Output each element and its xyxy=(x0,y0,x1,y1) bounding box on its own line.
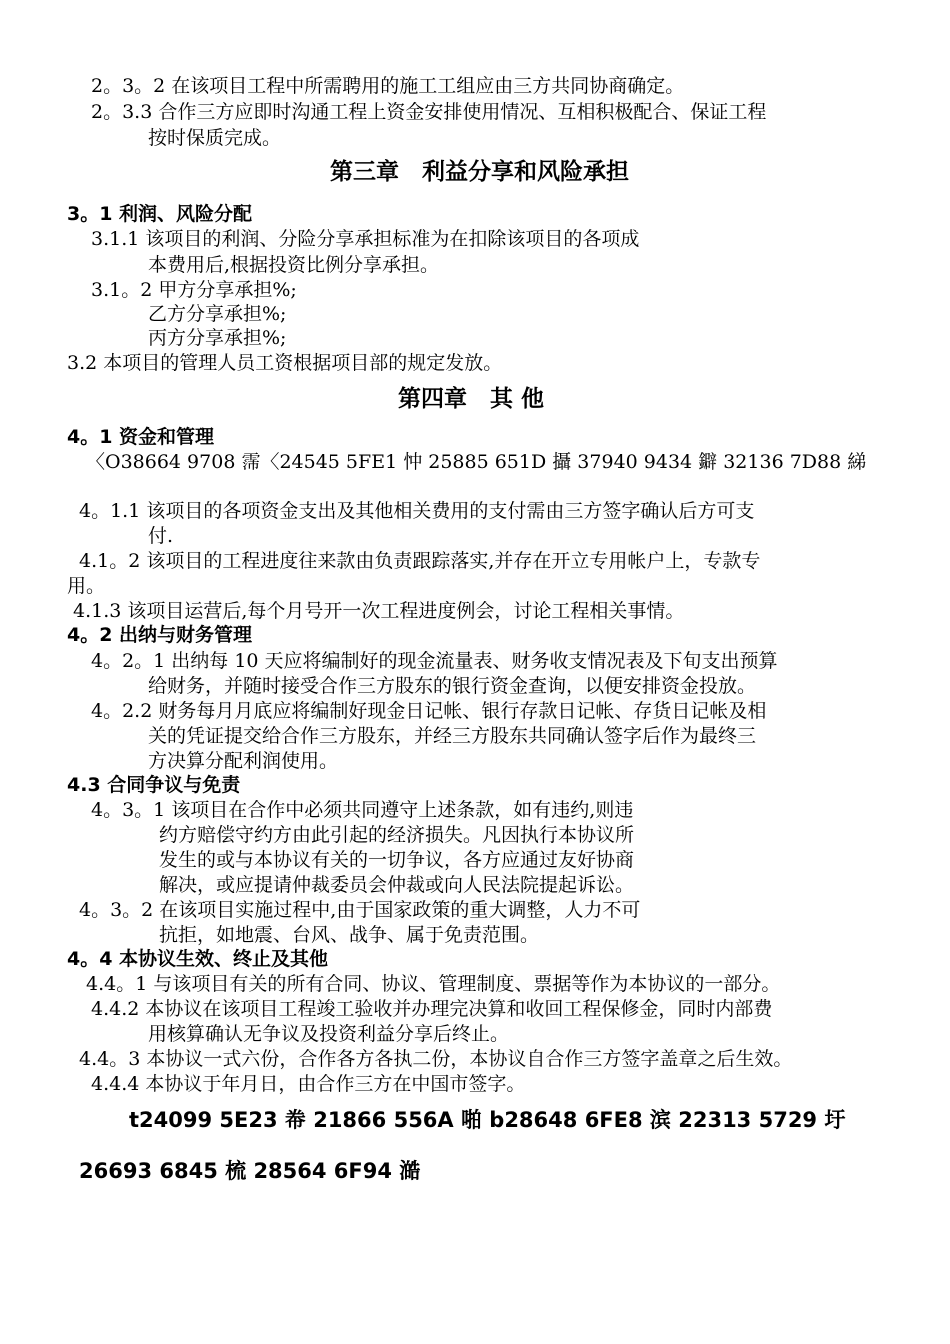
clause-3-2: 3.2 本项目的管理人员工资根据项目部的规定发放。 xyxy=(67,352,503,374)
clause-4-3-1-cont-1: 约方赔偿守约方由此引起的经济损失。凡因执行本协议所 xyxy=(159,824,635,846)
clause-4-3-2: 4。3。2 在该项目实施过程中,由于国家政策的重大调整，人力不可 xyxy=(79,899,641,921)
chapter-3-title: 第三章 利益分享和风险承担 xyxy=(330,159,629,185)
clause-4-4-3: 4.4。3 本协议一式六份，合作各方各执二份，本协议自合作三方签字盖章之后生效。 xyxy=(79,1048,793,1070)
clause-4-1-1-cont: 付. xyxy=(148,525,174,547)
clause-3-1-2-party-b: 乙方分享承担%; xyxy=(148,303,287,325)
clause-3-1-1-cont: 本费用后,根据投资比例分享承担。 xyxy=(148,254,440,276)
clause-4-4-4: 4.4.4 本协议于年月日，由合作三方在中国市签字。 xyxy=(91,1073,526,1095)
chapter-4-title: 第四章 其 他 xyxy=(398,386,545,412)
clause-4-2-2-cont-1: 关的凭证提交给合作三方股东，并经三方股东共同确认签字后作为最终三 xyxy=(148,725,757,747)
clause-4-2-2: 4。2.2 财务每月月底应将编制好现金日记帐、银行存款日记帐、存货日记帐及相 xyxy=(91,700,767,722)
garbled-code-line-3: 26693 6845 梳 28564 6F94 澔 xyxy=(79,1159,421,1183)
clause-4-3-2-cont: 抗拒，如地震、台风、战争、属于免责范围。 xyxy=(159,924,540,946)
clause-4-2-1-cont: 给财务，并随时接受合作三方股东的银行资金查询，以便安排资金投放。 xyxy=(148,675,757,697)
section-4-3-heading: 4.3 合同争议与免责 xyxy=(67,774,241,796)
clause-4-3-1-cont-3: 解决，或应提请仲裁委员会仲裁或向人民法院提起诉讼。 xyxy=(159,874,635,896)
clause-3-1-2-party-c: 丙方分享承担%; xyxy=(148,327,287,349)
garbled-code-line-1: 〈O38664 9708 霈〈24545 5FE1 忡 25885 651D 攝 37940 9434 鐴 32136 7D88 綈 xyxy=(86,451,867,473)
clause-4-4-2-cont: 用核算确认无争议及投资利益分享后终止。 xyxy=(148,1023,510,1045)
clause-4-4-1: 4.4。1 与该项目有关的所有合同、协议、管理制度、票据等作为本协议的一部分。 xyxy=(86,973,781,995)
clause-4-2-1: 4。2。1 出纳每 10 天应将编制好的现金流量表、财务收支情况表及下旬支出预算 xyxy=(91,650,778,672)
clause-4-1-1: 4。1.1 该项目的各项资金支出及其他相关费用的支付需由三方签字确认后方可支 xyxy=(79,500,755,522)
clause-3-1-1: 3.1.1 该项目的利润、分险分享承担标准为在扣除该项目的各项成 xyxy=(91,228,640,250)
clause-2-3-3: 2。3.3 合作三方应即时沟通工程上资金安排使用情况、互相积极配合、保证工程 xyxy=(91,101,767,123)
clause-4-1-2-cont: 用。 xyxy=(67,575,106,597)
section-3-1-heading: 3。1 利润、风险分配 xyxy=(67,203,253,225)
clause-2-3-3-cont: 按时保质完成。 xyxy=(148,127,282,149)
clause-2-3-2: 2。3。2 在该项目工程中所需聘用的施工工组应由三方共同协商确定。 xyxy=(91,75,685,97)
clause-4-3-1: 4。3。1 该项目在合作中必须共同遵守上述条款，如有违约,则违 xyxy=(91,799,634,821)
clause-4-1-2: 4.1。2 该项目的工程进度往来款由负责跟踪落实,并存在开立专用帐户上，专款专 xyxy=(79,550,761,572)
section-4-2-heading: 4。2 出纳与财务管理 xyxy=(67,624,253,646)
garbled-code-line-2: t24099 5E23 帣 21866 556A 啪 b28648 6FE8 滨 22313 5729 圩 xyxy=(129,1108,846,1132)
clause-3-1-2: 3.1。2 甲方分享承担%; xyxy=(91,279,297,301)
clause-4-4-2: 4.4.2 本协议在该项目工程竣工验收并办理完决算和收回工程保修金，同时内部费 xyxy=(91,998,773,1020)
section-4-4-heading: 4。4 本协议生效、终止及其他 xyxy=(67,948,329,970)
clause-4-2-2-cont-2: 方决算分配利润使用。 xyxy=(148,750,339,772)
clause-4-3-1-cont-2: 发生的或与本协议有关的一切争议，各方应通过友好协商 xyxy=(159,849,635,871)
section-4-1-heading: 4。1 资金和管理 xyxy=(67,426,215,448)
clause-4-1-3: 4.1.3 该项目运营后,每个月号开一次工程进度例会，讨论工程相关事情。 xyxy=(73,600,685,622)
